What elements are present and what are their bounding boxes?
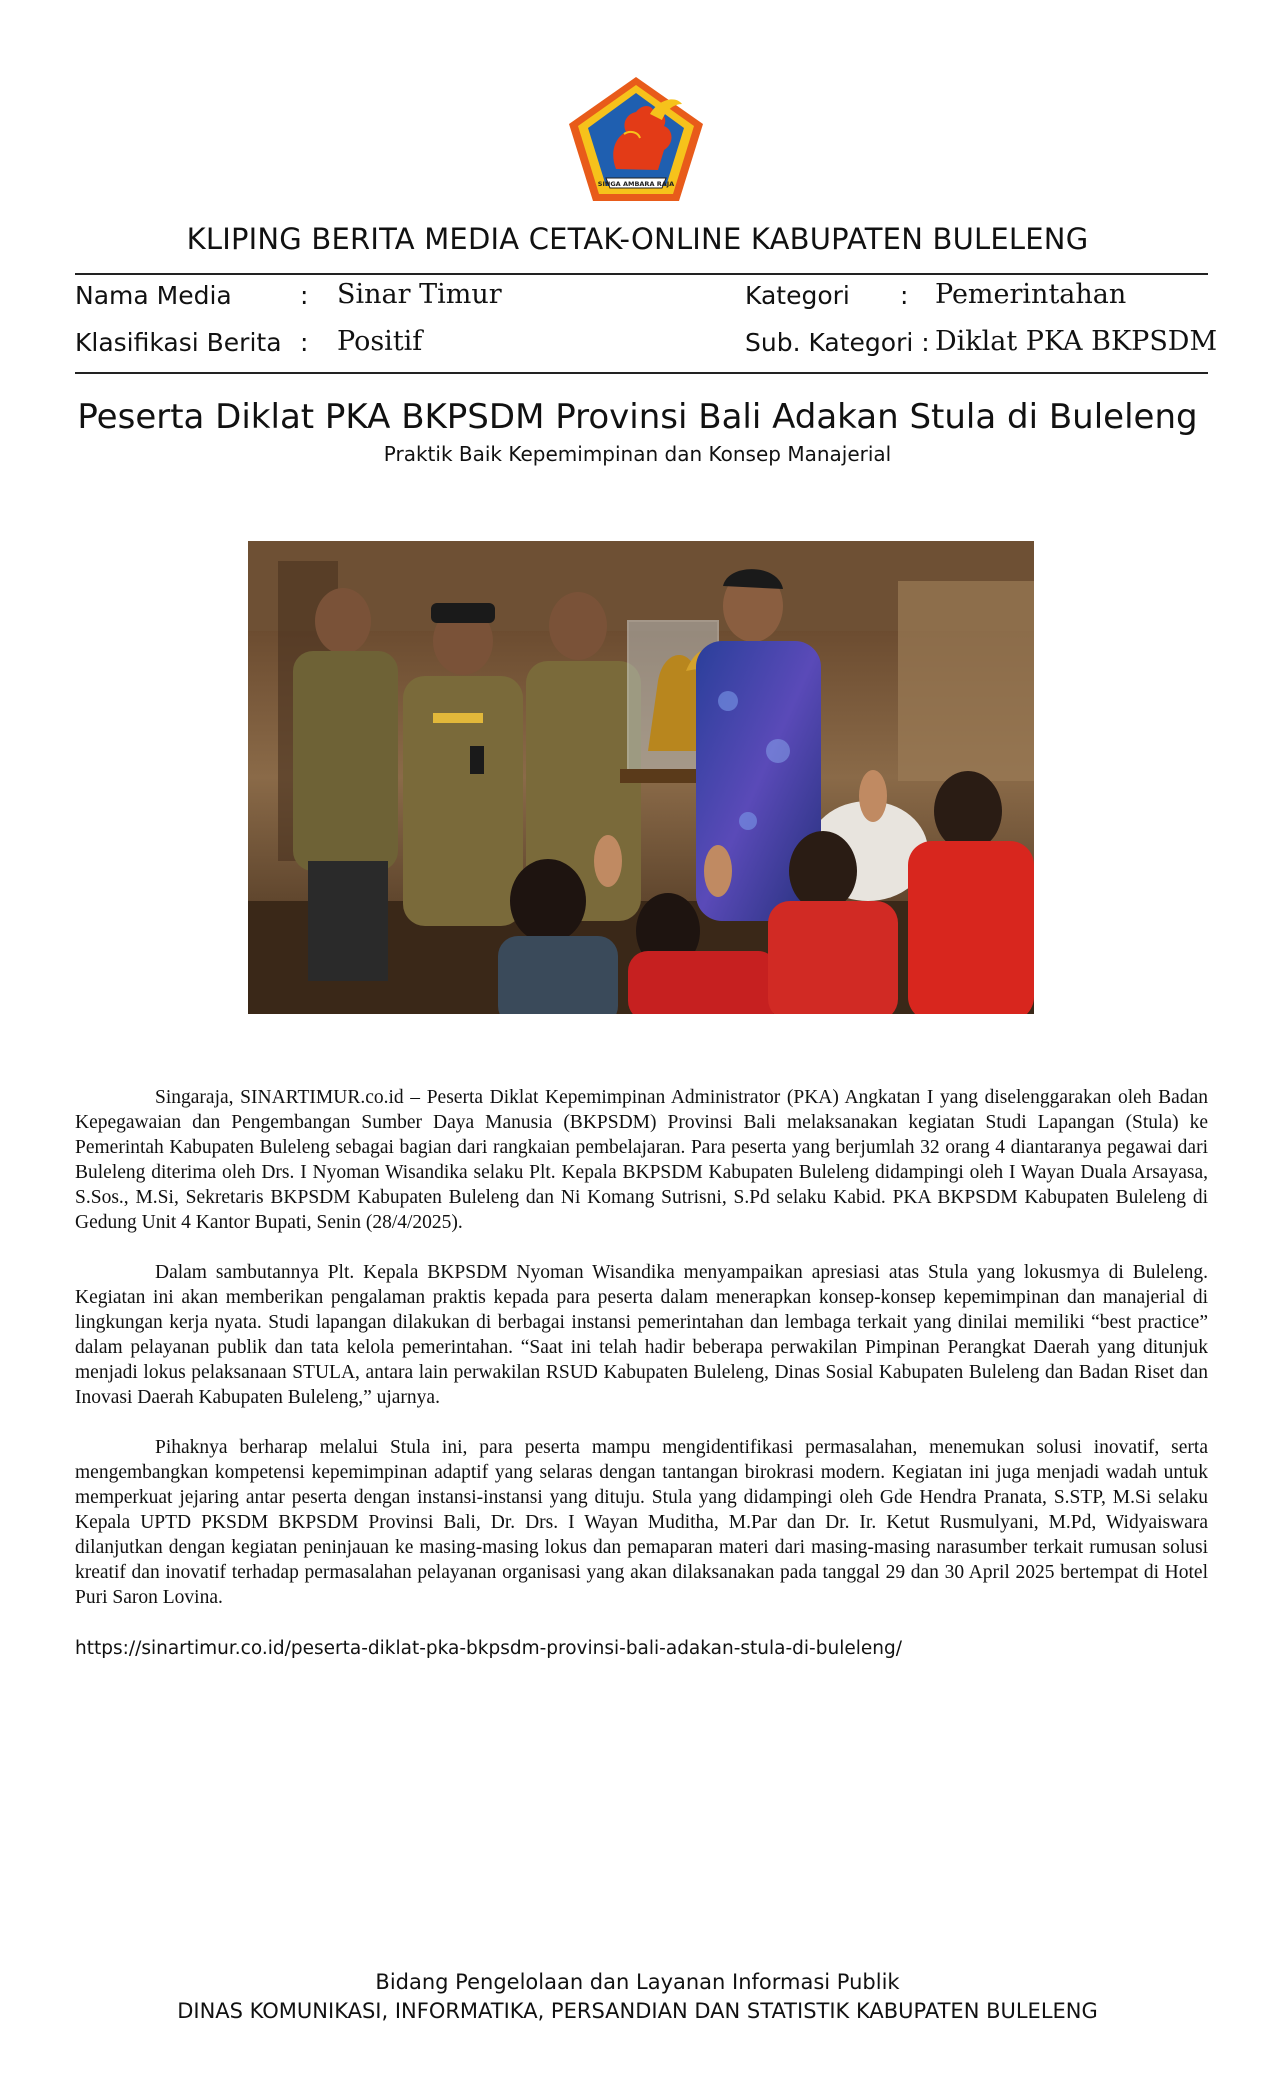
article-headline: Peserta Diklat PKA BKPSDM Provinsi Bali Adakan Stula di Buleleng [77, 397, 1198, 437]
media-name-label: Nama Media [75, 281, 232, 310]
news-photo-image [248, 541, 1034, 1014]
news-classification-value: Positif [337, 326, 423, 357]
header-bottom-rule [75, 372, 1208, 374]
subcategory-value: Diklat PKA BKPSDM [935, 326, 1218, 357]
svg-text:SINGA AMBARA RAJA: SINGA AMBARA RAJA [597, 180, 675, 188]
category-label: Kategori [745, 281, 850, 310]
article-body [75, 1085, 1208, 1635]
footer-agency: DINAS KOMUNIKASI, INFORMATIKA, PERSANDIAN DAN STATISTIK KABUPATEN BULELENG [177, 1999, 1098, 2023]
subcategory-label: Sub. Kategori : [745, 328, 930, 357]
footer-division: Bidang Pengelolaan dan Layanan Informasi Publik [375, 1970, 900, 1994]
category-value: Pemerintahan [935, 279, 1127, 310]
media-name-separator: : [300, 281, 309, 310]
buleleng-regency-crest-icon [566, 74, 706, 204]
article-paragraph: Dalam sambutannya Plt. Kepala BKPSDM Nyoman Wisandika menyampaikan apresiasi atas Stula yang lokusmya di Buleleng. Kegiatan ini akan memberikan pengalaman praktis kepada para peserta dalam menerapkan konsep-konsep kepemimpinan dan manajerial di lingkungan kerja nyata. Studi lapangan dilakukan di berbagai instansi pemerintahan dan lembaga terkait yang dinilai memiliki “best practice” dalam pelayanan publik dan tata kelola pemerintahan. “Saat ini telah hadir beberapa perwakilan Pimpinan Perangkat Daerah yang ditunjuk menjadi lokus pelaksanaan STULA, antara lain perwakilan RSUD Kabupaten Buleleng, Dinas Sosial Kabupaten Buleleng dan Badan Riset dan Inovasi Daerah Kabupaten Buleleng,” ujarnya. [75, 1262, 1208, 1408]
document-header-title: KLIPING BERITA MEDIA CETAK-ONLINE KABUPATEN BULELENG [186, 222, 1089, 256]
source-url-link[interactable]: https://sinartimur.co.id/peserta-diklat-pka-bkpsdm-provinsi-bali-adakan-stula-di-buleleng/ [75, 1638, 902, 1659]
article-subheadline: Praktik Baik Kepemimpinan dan Konsep Manajerial [383, 442, 892, 466]
article-paragraph: Pihaknya berharap melalui Stula ini, para peserta mampu mengidentifikasi permasalahan, menemukan solusi inovatif, serta mengembangkan kompetensi kepemimpinan adaptif yang selaras dengan tantangan birokrasi modern. Kegiatan ini juga menjadi wadah untuk memperkuat jejaring antar peserta dengan instansi-instansi yang dituju. Stula yang didampingi oleh Gde Hendra Pranata, S.STP, M.Si selaku Kepala UPTD PKSDM BKPSDM Provinsi Bali, Dr. Drs. I Wayan Muditha, M.Par dan Dr. Ir. Ketut Rusmulyani, M.Pd, Widyaiswara dilanjutkan dengan kegiatan peninjauan ke masing-masing lokus dan pemaparan materi dari masing-masing narasumber terkait rumusan solusi kreatif dan inovatif terhadap permasalahan pelayanan organisasi yang akan dilaksanakan pada tanggal 29 dan 30 April 2025 bertempat di Hotel Puri Saron Lovina. [75, 1437, 1208, 1608]
article-paragraph: Singaraja, SINARTIMUR.co.id – Peserta Diklat Kepemimpinan Administrator (PKA) Angkatan I yang diselenggarakan oleh Badan Kepegawaian dan Pengembangan Sumber Daya Manusia (BKPSDM) Provinsi Bali melaksanakan kegiatan Studi Lapangan (Stula) ke Pemerintah Kabupaten Buleleng sebagai bagian dari rangkaian pembelajaran. Para peserta yang berjumlah 32 orang 4 diantaranya pegawai dari Buleleng diterima oleh Drs. I Nyoman Wisandika selaku Plt. Kepala BKPSDM Kabupaten Buleleng didampingi oleh I Wayan Duala Arsayasa, S.Sos., M.Si, Sekretaris BKPSDM Kabupaten Buleleng dan Ni Komang Sutrisni, S.Pd selaku Kabid. PKA BKPSDM Kabupaten Buleleng di Gedung Unit 4 Kantor Bupati, Senin (28/4/2025). [75, 1087, 1208, 1233]
news-classification-label: Klasifikasi Berita [75, 328, 282, 357]
category-separator: : [900, 281, 909, 310]
news-classification-separator: : [300, 328, 309, 357]
media-name-value: Sinar Timur [337, 279, 502, 310]
header-top-rule [75, 273, 1208, 275]
